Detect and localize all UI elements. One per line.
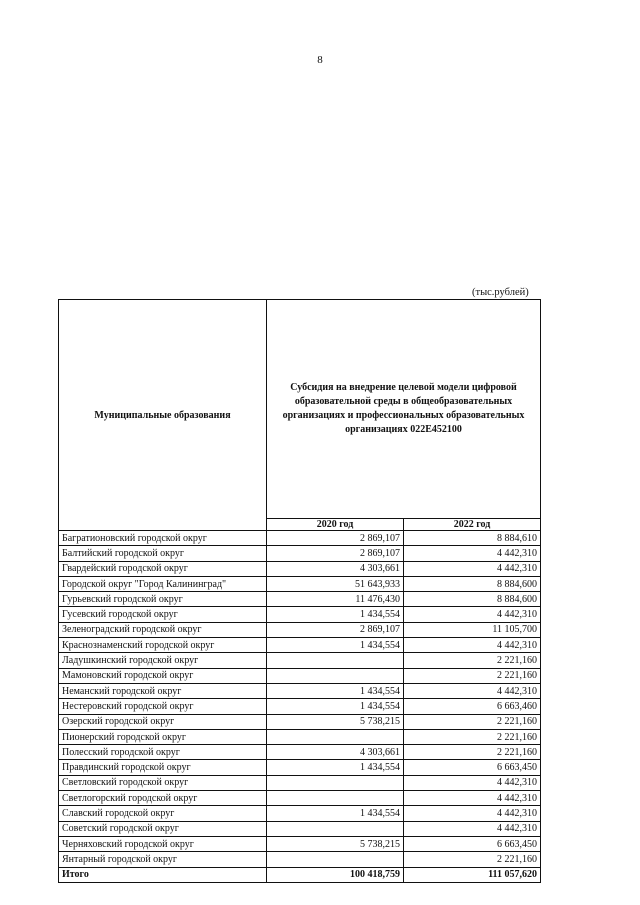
table-row	[59, 760, 541, 775]
value-2022-cell: 4 442,310	[404, 561, 541, 576]
value-2022-cell: 4 442,310	[404, 683, 541, 698]
value-2022-cell: 2 221,160	[404, 729, 541, 744]
value-2022-cell: 4 442,310	[404, 791, 541, 806]
value-2020-cell	[267, 729, 404, 744]
municipality-cell: Нестеровский городской округ	[59, 699, 267, 714]
table-row	[59, 729, 541, 744]
table-row	[59, 821, 541, 836]
value-2020-cell: 1 434,554	[267, 806, 404, 821]
value-2020-cell: 1 434,554	[267, 683, 404, 698]
value-2020-cell	[267, 852, 404, 867]
municipality-cell: Полесский городской округ	[59, 745, 267, 760]
value-2022-cell: 2 221,160	[404, 714, 541, 729]
value-2022-cell: 4 442,310	[404, 806, 541, 821]
units-label: (тыс.рублей)	[472, 287, 529, 298]
municipality-cell: Багратионовский городской округ	[59, 531, 267, 546]
value-2022-cell: 4 442,310	[404, 607, 541, 622]
municipality-cell: Гусевский городской округ	[59, 607, 267, 622]
value-2020-cell: 1 434,554	[267, 638, 404, 653]
table-row	[59, 745, 541, 760]
municipality-cell: Зеленоградский городской округ	[59, 622, 267, 637]
municipality-cell: Балтийский городской округ	[59, 546, 267, 561]
municipality-cell: Мамоновский городской округ	[59, 668, 267, 683]
value-2022-cell: 111 057,620	[404, 867, 541, 882]
value-2022-cell: 2 221,160	[404, 745, 541, 760]
value-2020-cell	[267, 653, 404, 668]
value-2022-cell: 6 663,460	[404, 699, 541, 714]
value-2020-cell: 11 476,430	[267, 592, 404, 607]
value-2020-cell: 2 869,107	[267, 622, 404, 637]
municipality-cell: Городской округ "Город Калининград"	[59, 576, 267, 591]
municipality-cell: Янтарный городской округ	[59, 852, 267, 867]
value-2020-cell: 1 434,554	[267, 699, 404, 714]
value-2022-cell: 2 221,160	[404, 653, 541, 668]
value-2020-cell	[267, 775, 404, 790]
table-row	[59, 546, 541, 561]
municipality-cell: Озерский городской округ	[59, 714, 267, 729]
value-2022-cell: 4 442,310	[404, 546, 541, 561]
value-2020-cell: 5 738,215	[267, 836, 404, 851]
table-row	[59, 699, 541, 714]
value-2020-cell: 1 434,554	[267, 760, 404, 775]
table-row	[59, 607, 541, 622]
municipality-cell: Правдинский городской округ	[59, 760, 267, 775]
table-row	[59, 683, 541, 698]
municipality-cell: Светловский городской округ	[59, 775, 267, 790]
value-2020-cell: 1 434,554	[267, 607, 404, 622]
municipality-cell: Пионерский городской округ	[59, 729, 267, 744]
table-row	[59, 592, 541, 607]
municipality-cell: Краснознаменский городской округ	[59, 638, 267, 653]
table-row	[59, 806, 541, 821]
table-row	[59, 714, 541, 729]
value-2022-cell: 4 442,310	[404, 638, 541, 653]
header-year-2020: 2020 год	[267, 519, 404, 531]
municipality-cell: Черняховский городской округ	[59, 836, 267, 851]
municipality-cell: Гвардейский городской округ	[59, 561, 267, 576]
municipality-cell: Ладушкинский городской округ	[59, 653, 267, 668]
value-2020-cell: 2 869,107	[267, 531, 404, 546]
page-number: 8	[317, 54, 323, 66]
value-2020-cell: 4 303,661	[267, 561, 404, 576]
value-2020-cell: 100 418,759	[267, 867, 404, 882]
value-2022-cell: 11 105,700	[404, 622, 541, 637]
municipality-cell: Светлогорский городской округ	[59, 791, 267, 806]
value-2020-cell	[267, 668, 404, 683]
table-row	[59, 775, 541, 790]
table-row	[59, 561, 541, 576]
value-2020-cell: 51 643,933	[267, 576, 404, 591]
header-municipality: Муниципальные образования	[59, 300, 267, 531]
value-2022-cell: 8 884,610	[404, 531, 541, 546]
table-row	[59, 622, 541, 637]
municipality-cell: Славский городской округ	[59, 806, 267, 821]
value-2022-cell: 6 663,450	[404, 836, 541, 851]
value-2022-cell: 8 884,600	[404, 592, 541, 607]
municipality-cell: Гурьевский городской округ	[59, 592, 267, 607]
table-body	[59, 531, 541, 883]
table-row	[59, 668, 541, 683]
value-2020-cell: 2 869,107	[267, 546, 404, 561]
table-row	[59, 852, 541, 867]
value-2022-cell: 6 663,450	[404, 760, 541, 775]
value-2022-cell: 4 442,310	[404, 821, 541, 836]
value-2022-cell: 4 442,310	[404, 775, 541, 790]
total-row	[59, 867, 541, 882]
table-row	[59, 638, 541, 653]
table-row	[59, 836, 541, 851]
value-2022-cell: 8 884,600	[404, 576, 541, 591]
value-2020-cell: 5 738,215	[267, 714, 404, 729]
value-2022-cell: 2 221,160	[404, 668, 541, 683]
header-subsidy: Субсидия на внедрение целевой модели цифровой образовательной среды в общеобразовательных организациях и профессиональных образовательных организациях 022Е452100	[267, 300, 541, 519]
table-row	[59, 576, 541, 591]
value-2020-cell	[267, 821, 404, 836]
value-2020-cell: 4 303,661	[267, 745, 404, 760]
value-2020-cell	[267, 791, 404, 806]
value-2022-cell: 2 221,160	[404, 852, 541, 867]
municipality-cell: Итого	[59, 867, 267, 882]
header-year-2022: 2022 год	[404, 519, 541, 531]
table-row	[59, 653, 541, 668]
table-row	[59, 531, 541, 546]
subsidy-table	[58, 299, 541, 883]
municipality-cell: Неманский городской округ	[59, 683, 267, 698]
municipality-cell: Советский городской округ	[59, 821, 267, 836]
table-row	[59, 791, 541, 806]
